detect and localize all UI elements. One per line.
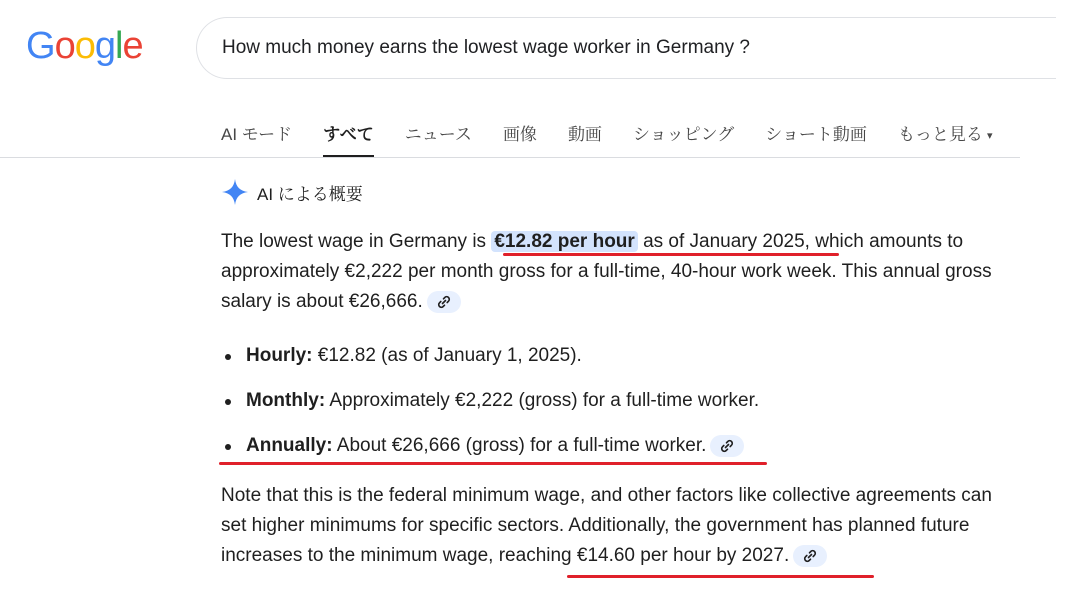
list-item: Hourly: €12.82 (as of January 1, 2025). [221,341,1021,371]
summary-paragraph: The lowest wage in Germany is €12.82 per hour as of January 2025, which amounts to approximately €2,222 per month gross for a full-time, 40-hour work week. This annual gross salary is about €26,666. [221,231,992,312]
annotation-underline [219,462,767,465]
ai-sparkle-icon [221,178,249,206]
note-paragraph: Note that this is the federal minimum wage, and other factors like collective agreements can set higher minimums for specific sectors. Additionally, the government has planned future increases to the minimum wage, reaching €14.60 per hour by 2027. [221,485,992,566]
link-icon [437,295,451,309]
annotation-underline [567,575,874,578]
source-link-button[interactable] [793,545,827,567]
tab-more[interactable]: もっと見る ▾ [897,125,993,144]
tab-short-videos[interactable]: ショート動画 [765,125,867,144]
tab-news[interactable]: ニュース [404,125,472,144]
search-query-text: How much money earns the lowest wage worker in Germany ? [222,37,751,58]
logo-letter: G [26,25,55,67]
search-input[interactable] [196,17,1056,79]
list-item: Annually: About €26,666 (gross) for a full-time worker. [221,431,1021,461]
wage-breakdown-list [221,341,1021,461]
logo-letter: g [94,25,115,67]
source-link-button[interactable] [427,291,461,313]
annotation-underline [503,253,839,256]
link-icon [720,439,734,453]
search-tabs [221,114,1023,158]
logo-letter: l [114,25,123,67]
tabs-divider [0,157,1020,158]
highlighted-answer: €12.82 per hour [491,231,637,252]
logo-letter: o [54,25,75,67]
link-icon [803,549,817,563]
tab-images[interactable]: 画像 [502,125,537,144]
tab-shopping[interactable]: ショッピング [632,125,735,144]
google-logo[interactable] [26,26,143,66]
ai-overview-title: AI による概要 [257,184,363,204]
ai-overview-header [221,178,363,206]
tab-videos[interactable]: 動画 [567,125,602,144]
logo-letter: o [74,25,95,67]
tab-all[interactable]: すべて [323,114,374,158]
chevron-down-icon: ▾ [986,130,993,143]
logo-letter: e [122,25,143,67]
list-item: Monthly: Approximately €2,222 (gross) for a full-time worker. [221,386,1021,416]
ai-overview-body [221,227,1021,571]
tab-ai-mode[interactable]: AI モード [221,125,293,144]
source-link-button[interactable] [710,435,744,457]
